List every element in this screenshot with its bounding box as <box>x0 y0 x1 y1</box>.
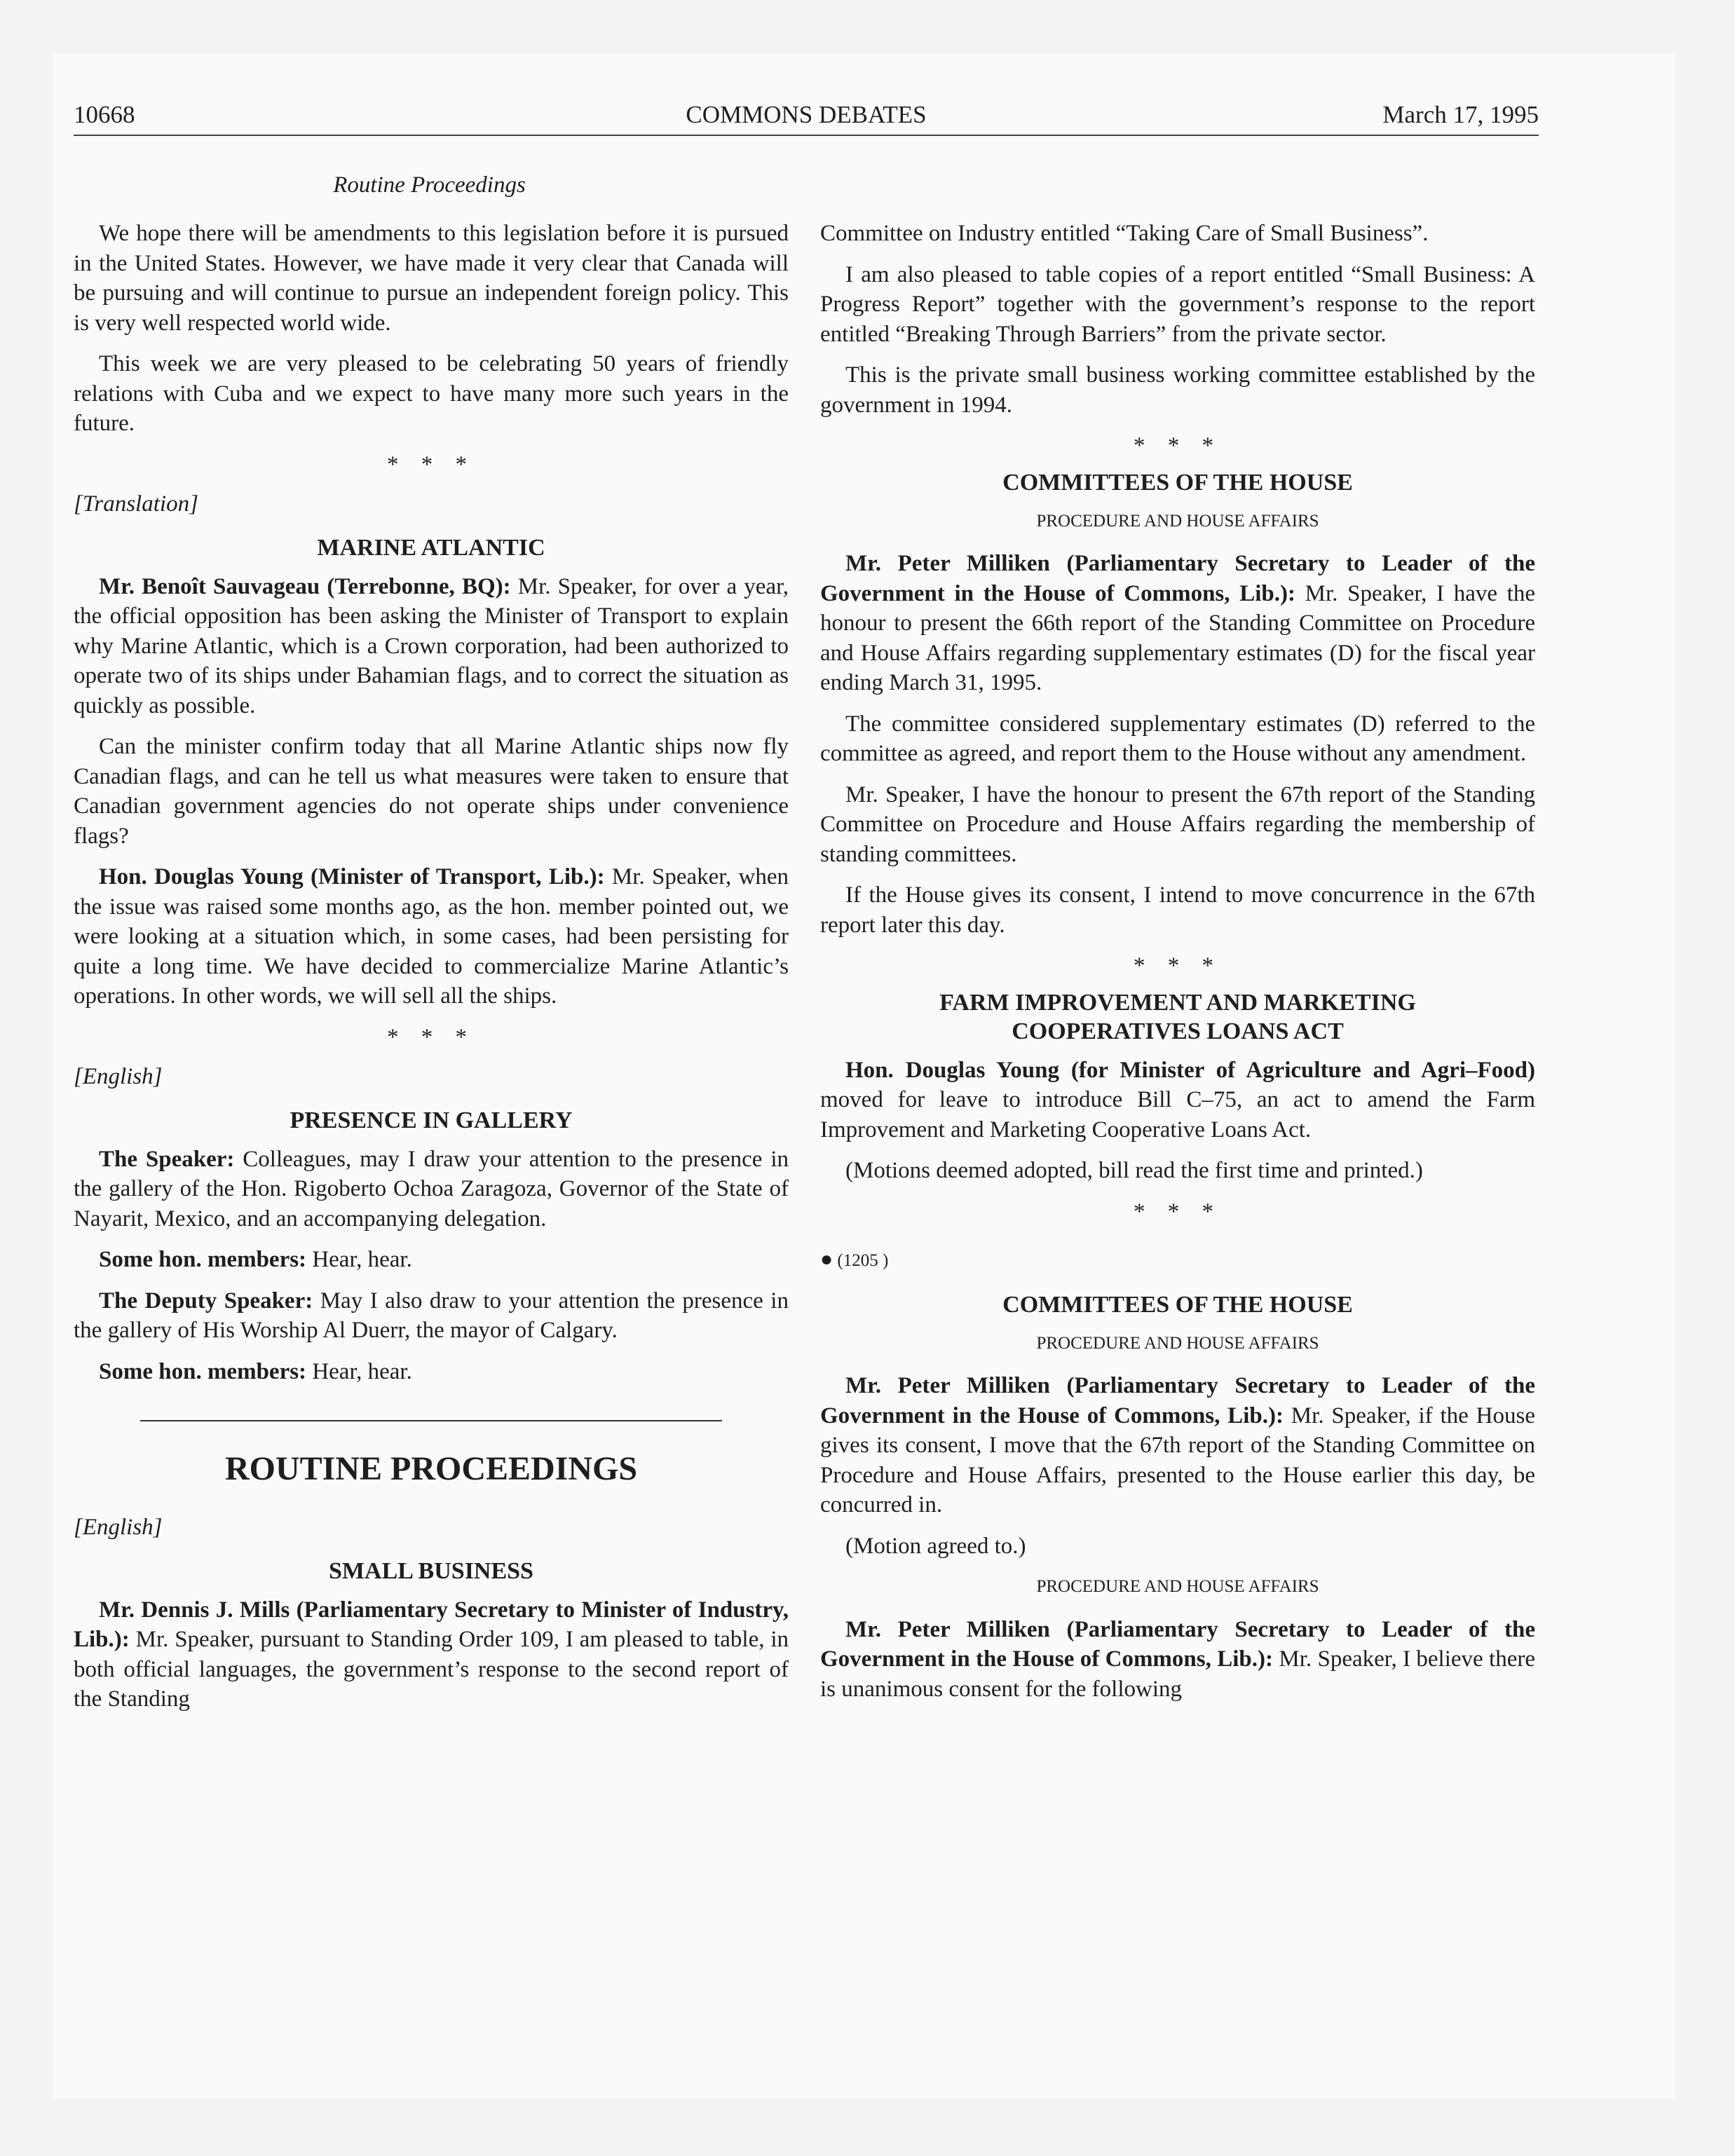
paragraph: This week we are very pleased to be celebrating 50 years of friendly relations with Cuba and we expect to have many more such years in the future. <box>74 351 789 436</box>
page-number: 10668 <box>74 101 135 128</box>
page-header <box>74 98 1539 136</box>
paragraph <box>820 1615 1535 1705</box>
section-heading: PRESENCE IN GALLERY <box>290 1107 573 1133</box>
paragraph: The committee considered supplementary estimates (D) referred to the committee as agreed, and report them to the House without any amendment. <box>820 711 1535 766</box>
speech-text: Hear, hear. <box>306 1358 412 1384</box>
speaker-name: The Deputy Speaker: <box>99 1288 313 1314</box>
left-column <box>74 219 789 1726</box>
speech-text: May I also draw to your attention the presence in the gallery of His Worship Al Duerr, the mayor of Calgary. <box>74 1288 789 1343</box>
paragraph <box>820 1056 1535 1145</box>
paragraph: I am also pleased to table copies of a report entitled “Small Business: A Progress Report” together with the government’s response to the report entitled “Breaking Through Barriers” from the private sector. <box>820 261 1535 347</box>
speech-text: Hear, hear. <box>306 1247 412 1272</box>
speaker-name: Some hon. members: <box>99 1358 307 1384</box>
section-heading: COMMITTEES OF THE HOUSE <box>1002 1291 1353 1318</box>
speaker-name: Mr. Peter Milliken (Parliamentary Secretary to Leader of the Government in the House of Commons, Lib.): <box>820 1373 1535 1428</box>
speaker-name: The Speaker: <box>99 1146 235 1172</box>
speech-text: Mr. Speaker, when the issue was raised some months ago, as the hon. member pointed out, we were looking at a situation which, in some cases, had been persisting for quite a long time. We have decided to commercialize Marine Atlantic’s operations. In other words, we will sell all the ships. <box>74 864 789 1009</box>
bullet-icon: ● <box>820 1248 834 1271</box>
section-heading: COMMITTEES OF THE HOUSE <box>1002 469 1353 496</box>
paragraph: Mr. Speaker, I have the honour to present the 67th report of the Standing Committee on Procedure and House Affairs regarding the membership of standing committees. <box>820 782 1535 867</box>
paragraph <box>74 1145 789 1234</box>
time-stamp: (1205 ) <box>837 1251 889 1270</box>
paragraph <box>74 1357 789 1387</box>
subheading: PROCEDURE AND HOUSE AFFAIRS <box>1036 511 1319 531</box>
paragraph: (Motion agreed to.) <box>845 1533 1026 1559</box>
language-note: [English] <box>74 1064 163 1089</box>
time-marker <box>820 1245 1535 1276</box>
paragraph <box>74 572 789 721</box>
paragraph: Can the minister confirm today that all Marine Atlantic ships now fly Canadian flags, and can he tell us what measures were taken to ensure that Canadian government agencies do not operate ships under convenience flags? <box>74 734 789 849</box>
speech-text: Mr. Speaker, I believe there is unanimous consent for the following <box>820 1646 1535 1702</box>
subheading: PROCEDURE AND HOUSE AFFAIRS <box>1036 1577 1319 1596</box>
speaker-name: Some hon. members: <box>99 1247 307 1272</box>
right-column <box>820 219 1535 1715</box>
subheading: PROCEDURE AND HOUSE AFFAIRS <box>1036 1333 1319 1353</box>
paragraph: If the House gives its consent, I intend to move concurrence in the 67th report later this day. <box>820 882 1535 938</box>
section-heading: SMALL BUSINESS <box>329 1557 533 1584</box>
paragraph: Committee on Industry entitled “Taking Care of Small Business”. <box>820 221 1429 246</box>
speech-text: Mr. Speaker, for over a year, the official opposition has been asking the Minister of Transport to explain why Marine Atlantic, which is a Crown corporation, had been authorized to operate two of its ships under Bahamian flags, and to correct the situation as quickly as possible. <box>74 573 789 718</box>
speaker-name: Mr. Dennis J. Mills (Parliamentary Secretary to Minister of Industry, Lib.): <box>74 1597 789 1652</box>
paragraph <box>74 1245 789 1275</box>
paragraph: This is the private small business working committee established by the government in 1994. <box>820 362 1535 418</box>
speaker-name: Mr. Benoît Sauvageau (Terrebonne, BQ): <box>99 573 511 599</box>
speaker-name: Hon. Douglas Young (for Minister of Agriculture and Agri–Food) <box>845 1057 1535 1083</box>
divider <box>140 1420 722 1421</box>
section-heading <box>820 988 1535 1046</box>
section-heading: MARINE ATLANTIC <box>317 534 545 561</box>
speech-text: Mr. Speaker, I have the honour to present the 66th report of the Standing Committee on Procedure and House Affairs regarding supplementary estimates (D) for the fiscal year ending March 31, 1995. <box>820 580 1535 695</box>
publication-title: COMMONS DEBATES <box>686 101 927 128</box>
major-heading: ROUTINE PROCEEDINGS <box>224 1450 638 1487</box>
paragraph: (Motions deemed adopted, bill read the first time and printed.) <box>845 1158 1423 1183</box>
paragraph: We hope there will be amendments to this legislation before it is pursued in the United States. However, we have made it very clear that Canada will be pursuing and will continue to pursue an independent foreign policy. This is very well respected world wide. <box>74 221 789 336</box>
paragraph <box>74 1595 789 1714</box>
section-separator: * * * <box>387 1024 475 1050</box>
speech-text: Colleagues, may I draw your attention to the presence in the gallery of the Hon. Rigoberto Ochoa Zaragoza, Governor of the State of Nayarit, Mexico, and an accompanying delegation. <box>74 1146 789 1231</box>
section-separator: * * * <box>387 451 475 477</box>
speech-text: Mr. Speaker, pursuant to Standing Order 109, I am pleased to table, in both official languages, the government’s response to the second report of the Standing <box>74 1627 789 1712</box>
speaker-name: Hon. Douglas Young (Minister of Transport, Lib.): <box>99 864 605 889</box>
speech-text: Mr. Speaker, if the House gives its consent, I move that the 67th report of the Standing Committee on Procedure and House Affairs, presented to the House earlier this day, be concurred in. <box>820 1403 1535 1517</box>
paragraph <box>74 1286 789 1346</box>
paragraph <box>820 549 1535 698</box>
paragraph <box>820 1371 1535 1520</box>
language-note: [Translation] <box>74 491 198 517</box>
heading-line: FARM IMPROVEMENT AND MARKETING <box>939 989 1416 1016</box>
running-head: Routine Proceedings <box>333 172 526 198</box>
publication-date: March 17, 1995 <box>1382 101 1539 128</box>
speaker-name: Mr. Peter Milliken (Parliamentary Secretary to Leader of the Government in the House of Commons, Lib.): <box>820 1616 1535 1672</box>
section-separator: * * * <box>1134 1199 1222 1224</box>
speaker-name: Mr. Peter Milliken (Parliamentary Secretary to Leader of the Government in the House of Commons, Lib.): <box>820 551 1535 606</box>
paragraph <box>74 862 789 1011</box>
section-separator: * * * <box>1134 433 1222 458</box>
language-note: [English] <box>74 1515 163 1540</box>
section-separator: * * * <box>1134 953 1222 978</box>
heading-line: COOPERATIVES LOANS ACT <box>1012 1018 1344 1044</box>
speech-text: moved for leave to introduce Bill C–75, an act to amend the Farm Improvement and Marketing Cooperative Loans Act. <box>820 1087 1535 1142</box>
